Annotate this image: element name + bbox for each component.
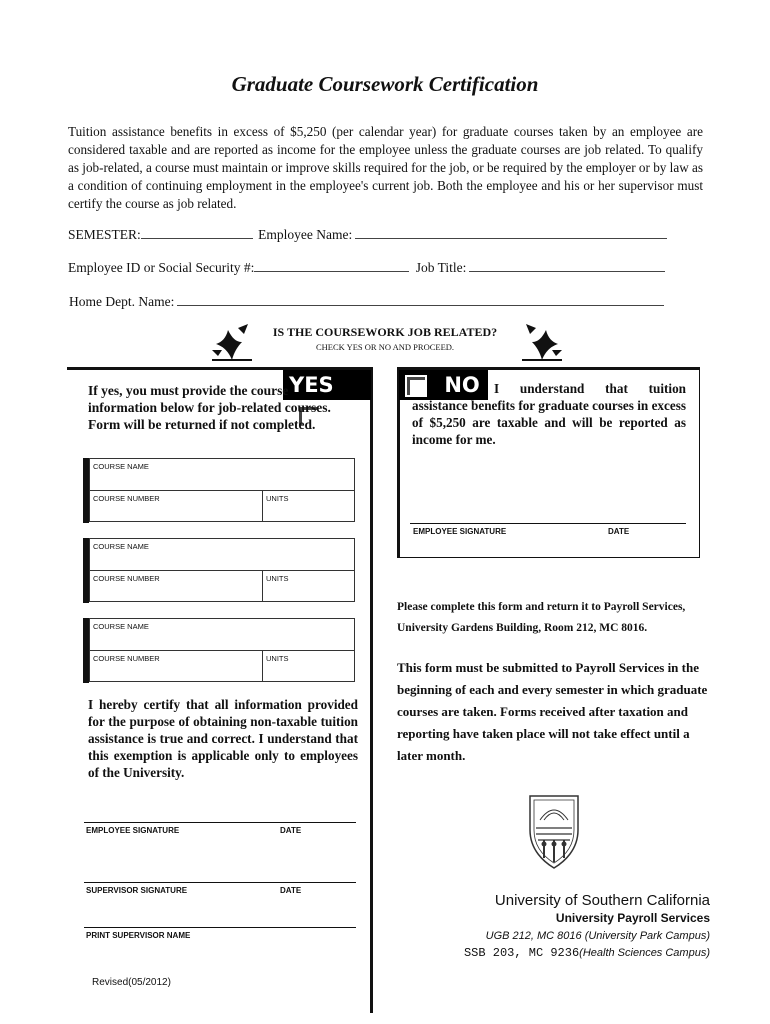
- semester-label: SEMESTER:: [68, 227, 141, 242]
- employee-id-input[interactable]: [254, 259, 409, 272]
- no-date-label: DATE: [608, 527, 630, 536]
- course-group-2: [83, 538, 361, 603]
- date-label: DATE: [280, 886, 302, 895]
- units-field[interactable]: UNITS: [262, 490, 355, 522]
- print-supervisor-label: PRINT SUPERVISOR NAME: [86, 931, 191, 940]
- units-field[interactable]: UNITS: [262, 650, 355, 682]
- home-dept-input[interactable]: [177, 293, 664, 306]
- question-subheading: CHECK YES OR NO AND PROCEED.: [315, 342, 455, 352]
- employee-name-input[interactable]: [355, 226, 667, 239]
- intro-paragraph: Tuition assistance benefits in excess of $5,250 (per calendar year) for graduate courses taken by an employee are considered taxable and are reported as income for the employee unless the graduate courses are job related. To qualify as job-related, a course must maintain or improve skills required for the job, or be required by the employer or by law as a condition of continuing employment in the employee's current job. Both the employee and his or her supervisor must certify the course as job related.: [68, 124, 704, 211]
- job-title-label: Job Title:: [415, 260, 467, 275]
- course-name-field[interactable]: COURSE NAME: [89, 458, 355, 491]
- employee-signature-line[interactable]: [84, 822, 356, 823]
- no-employee-signature-line[interactable]: [410, 523, 686, 524]
- supervisor-signature-line[interactable]: [84, 882, 356, 883]
- revised-date: Revised(05/2012): [92, 977, 171, 988]
- print-supervisor-line[interactable]: [84, 927, 356, 928]
- home-dept-row: [69, 293, 664, 310]
- form-title: Graduate Coursework Certification: [231, 72, 539, 96]
- course-number-field[interactable]: COURSE NUMBER: [89, 490, 263, 522]
- date-label: DATE: [280, 826, 302, 835]
- employee-id-row: [68, 259, 665, 276]
- no-label: NO: [444, 373, 480, 397]
- course-name-field[interactable]: COURSE NAME: [89, 538, 355, 571]
- course-name-field[interactable]: COURSE NAME: [89, 618, 355, 651]
- semester-field-row: [68, 226, 667, 243]
- address-line-2-campus: (Health Sciences Campus): [579, 947, 710, 959]
- course-group-3: [83, 618, 361, 683]
- employee-id-label: Employee ID or Social Security #:: [68, 260, 255, 275]
- certification-statement: I hereby certify that all information provided for the purpose of obtaining non-taxable tuition assistance is true and correct. I understand that this exemption is applicable only to employees of the University.: [88, 697, 358, 780]
- university-name: University of Southern California: [494, 892, 710, 909]
- no-statement-text: I understand that tuition assistance benefits for graduate courses in excess of $5,250 are taxable and will be reported as income for me.: [412, 381, 686, 447]
- employee-name-label: Employee Name:: [258, 227, 353, 242]
- home-dept-label: Home Dept. Name:: [69, 294, 175, 309]
- address-line-2-code: SSB 203, MC 9236: [463, 946, 580, 960]
- course-group-1: [83, 458, 361, 523]
- department-name: University Payroll Services: [555, 911, 710, 925]
- address-line-1: UGB 212, MC 8016 (University Park Campus): [485, 930, 710, 942]
- no-employee-signature-label: EMPLOYEE SIGNATURE: [413, 527, 507, 536]
- supervisor-signature-label: SUPERVISOR SIGNATURE: [86, 886, 188, 895]
- question-heading: IS THE COURSEWORK JOB RELATED?: [272, 325, 498, 339]
- return-instructions: Please complete this form and return it to Payroll Services, University Gardens Building, Room 212, MC 8016.: [397, 601, 686, 634]
- yes-label: YES: [289, 373, 334, 397]
- job-title-input[interactable]: [469, 259, 665, 272]
- units-field[interactable]: UNITS: [262, 570, 355, 602]
- course-number-field[interactable]: COURSE NUMBER: [89, 570, 263, 602]
- usc-seal-icon: [526, 790, 582, 870]
- course-number-field[interactable]: COURSE NUMBER: [89, 650, 263, 682]
- semester-input[interactable]: [141, 226, 253, 239]
- no-statement: [412, 380, 686, 448]
- employee-signature-label: EMPLOYEE SIGNATURE: [86, 826, 180, 835]
- address-line-2: [464, 946, 710, 960]
- submission-deadline: This form must be submitted to Payroll Services in the beginning of each and every semester in which graduate courses are taken. Forms received after taxation and reporting have taken place will not take effect until a later month.: [397, 660, 708, 763]
- yes-instructions: If yes, you must provide the course information below for job-related courses. Form will be returned if not completed.: [88, 383, 331, 432]
